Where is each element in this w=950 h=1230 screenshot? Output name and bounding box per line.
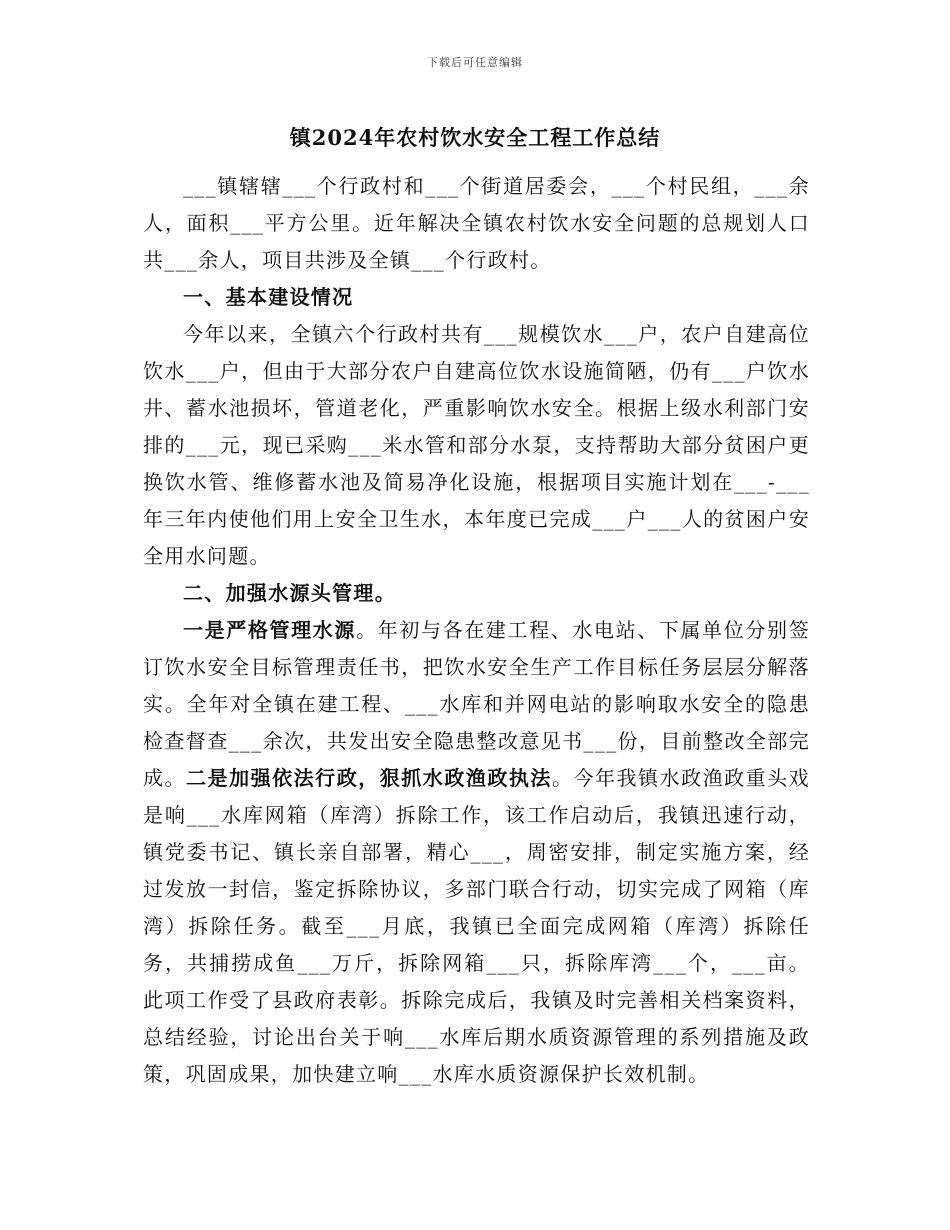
section-2-lead-1: 一是严格管理水源 — [183, 618, 357, 642]
intro-paragraph: ___镇辖辖___个行政村和___个街道居委会，___个村民组，___余人，面积___平方公里。近年解决全镇农村饮水安全问题的总规划人口共___余人，项目共涉及全镇___个行政村。 — [143, 174, 810, 272]
page-header-note: 下载后可任意编辑 — [427, 56, 523, 69]
section-2-paragraph — [143, 612, 810, 1093]
section-2-text-2: 。今年我镇水政渔政重头戏是响___水库网箱（库湾）拆除工作，该工作启动后，我镇迅速行动，镇党委书记、镇长亲自部署，精心___，周密安排，制定实施方案，经过发放一封信，鉴定拆除协议，多部门联合行动，切实完成了网箱（库湾）拆除任务。截至___月底，我镇已全面完成网箱（库湾）拆除任务，共捕捞成鱼___万斤，拆除网箱___只，拆除库湾___个，___亩。此项工作受了县政府表彰。拆除完成后，我镇及时完善相关档案资料，总结经验，讨论出台关于响___水库后期水质资源管理的系列措施及政策，巩固成果，加快建立响___水库水质资源保护长效机制。 — [143, 766, 810, 1086]
document-title: 镇2024年农村饮水安全工程工作总结 — [289, 125, 661, 150]
document-body — [143, 168, 810, 1093]
section-2-lead-2: 二是加强依法行政，狠抓水政渔政执法 — [186, 766, 552, 790]
section-2-heading: 二、加强水源头管理。 — [183, 581, 396, 605]
section-1-heading: 一、基本建设情况 — [183, 285, 354, 309]
section-1-paragraph: 今年以来，全镇六个行政村共有___规模饮水___户，农户自建高位饮水___户，但由于大部分农户自建高位饮水设施简陋，仍有___户饮水井、蓄水池损坏，管道老化，严重影响饮水安全。根据上级水利部门安排的___元，现已采购___米水管和部分水泵，支持帮助大部分贫困户更换饮水管、维修蓄水池及简易净化设施，根据项目实施计划在___-___年三年内使他们用上安全卫生水，本年度已完成___户___人的贫困户安全用水问题。 — [143, 322, 810, 568]
section-2-text-1: 。年初与各在建工程、水电站、下属单位分别签订饮水安全目标管理责任书，把饮水安全生产工作目标任务层层分解落实。全年对全镇在建工程、___水库和并网电站的影响取水安全的隐患检查督查___余次，共发出安全隐患整改意见书___份，目前整改全部完成。 — [143, 618, 810, 790]
